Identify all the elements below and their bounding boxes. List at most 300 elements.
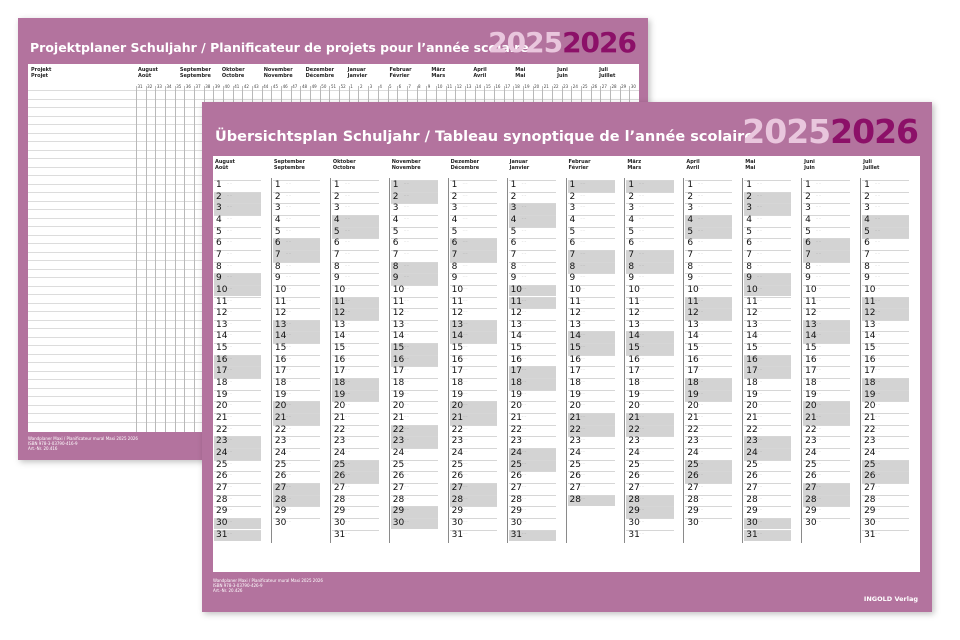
day-number: 15 — [451, 343, 464, 354]
weekday-marker: ·· ·· — [462, 227, 468, 232]
weekday-marker: ·· ·· — [580, 402, 586, 407]
day-cell — [332, 506, 379, 518]
weekday-marker: ·· ·· — [521, 250, 527, 255]
weekday-marker: ·· ·· — [580, 355, 586, 360]
month-header: Juni Juin — [557, 67, 568, 79]
day-number: 13 — [569, 319, 581, 330]
day-number: 31 — [864, 529, 876, 540]
day-number: 10 — [805, 284, 817, 295]
week-number: 6 — [398, 84, 402, 89]
day-cell — [744, 378, 791, 390]
day-number: 6 — [451, 238, 458, 249]
day-number: 28 — [510, 494, 523, 505]
weekday-marker: ·· ·· — [639, 192, 645, 197]
day-cell — [214, 366, 261, 378]
day-cell — [626, 227, 673, 239]
day-cell — [509, 401, 556, 413]
week-number: 19 — [524, 84, 530, 89]
weekday-marker: ·· ·· — [580, 390, 586, 395]
day-cell — [685, 401, 732, 413]
day-cell — [744, 273, 791, 285]
day-cell — [509, 285, 556, 297]
day-number: 22 — [569, 424, 581, 435]
weekday-marker: ·· ·· — [639, 460, 645, 465]
day-number: 16 — [451, 354, 464, 365]
day-cell — [862, 495, 909, 507]
day-cell — [332, 401, 379, 413]
day-number: 13 — [746, 319, 758, 330]
weekday-marker: ·· ·· — [757, 262, 763, 267]
day-number: 17 — [510, 366, 523, 377]
day-cell — [214, 320, 261, 332]
weekday-marker: ·· ·· — [344, 239, 350, 244]
weekday-marker: ·· ·· — [462, 215, 468, 220]
day-cell — [391, 320, 438, 332]
weekday-marker: ·· ·· — [816, 297, 821, 302]
day-number: 30 — [805, 517, 817, 528]
day-number: 8 — [746, 261, 752, 272]
day-cell — [862, 238, 909, 250]
weekday-marker: ·· ·· — [639, 390, 645, 395]
day-cell — [214, 308, 261, 320]
day-cell — [214, 378, 261, 390]
day-cell — [626, 262, 673, 274]
day-number: 7 — [510, 249, 517, 260]
day-cell — [862, 203, 909, 215]
day-cell — [214, 238, 261, 250]
weekday-marker: ·· ·· — [757, 379, 763, 384]
day-number: 28 — [392, 494, 405, 505]
day-cell — [626, 343, 673, 355]
week-number: 10 — [437, 84, 443, 89]
day-cell — [214, 518, 261, 530]
weekday-marker: ·· ·· — [285, 402, 291, 407]
day-number: 9 — [569, 273, 576, 284]
day-cell — [273, 506, 320, 518]
day-cell — [626, 273, 673, 285]
day-number: 22 — [392, 424, 405, 435]
weekday-marker: ·· ·· — [344, 204, 350, 209]
month-header: August Août — [215, 159, 235, 171]
day-cell — [332, 215, 379, 227]
day-cell — [803, 366, 850, 378]
day-number: 7 — [746, 249, 752, 260]
day-cell — [391, 436, 438, 448]
day-number: 17 — [805, 366, 817, 377]
day-cell — [214, 471, 261, 483]
weekday-marker: ·· ·· — [816, 425, 821, 430]
weekday-marker: ·· ·· — [757, 530, 763, 535]
day-number: 5 — [569, 226, 576, 237]
weekday-marker: ·· ·· — [227, 215, 232, 220]
day-cell — [685, 483, 732, 495]
weekday-marker: ·· ·· — [344, 344, 350, 349]
weekday-marker: ·· ·· — [757, 204, 763, 209]
weekday-marker: ·· ·· — [816, 437, 821, 442]
day-number: 16 — [510, 354, 523, 365]
weekday-marker: ·· ·· — [344, 437, 350, 442]
day-cell — [332, 518, 379, 530]
day-cell — [568, 401, 615, 413]
day-cell — [685, 297, 732, 309]
day-number: 8 — [687, 261, 694, 272]
day-number: 6 — [216, 238, 222, 249]
day-number: 1 — [746, 180, 752, 190]
weekday-marker: ·· ·· — [285, 355, 291, 360]
weekday-marker: ·· ·· — [344, 367, 350, 372]
publisher-logo: INGOLD Verlag — [863, 595, 918, 603]
weekday-marker: ·· ·· — [285, 448, 291, 453]
weekday-marker: ·· ·· — [816, 472, 821, 477]
day-number: 26 — [805, 471, 817, 482]
day-cell — [803, 308, 850, 320]
day-cell — [862, 460, 909, 472]
day-cell — [568, 227, 615, 239]
day-number: 15 — [628, 343, 640, 354]
week-number: 24 — [572, 84, 578, 89]
weekday-marker: ·· ·· — [521, 530, 527, 535]
week-number: 13 — [466, 84, 472, 89]
week-number: 41 — [234, 84, 240, 89]
day-cell — [568, 390, 615, 402]
weekday-marker: ·· ·· — [875, 204, 880, 209]
weekday-marker: ·· ·· — [521, 227, 527, 232]
week-number: 7 — [408, 84, 411, 89]
day-cell — [391, 518, 438, 530]
day-number: 25 — [510, 459, 523, 470]
weekday-marker: ·· ·· — [816, 448, 821, 453]
day-cell — [685, 448, 732, 460]
day-cell — [450, 518, 497, 530]
day-cell — [273, 227, 320, 239]
weekday-marker: ·· ·· — [757, 285, 763, 290]
weekday-marker: ·· ·· — [698, 181, 704, 185]
day-cell — [568, 273, 615, 285]
day-number: 25 — [274, 459, 287, 470]
weekday-marker: ·· ·· — [816, 460, 821, 465]
month-header: Juni Juin — [804, 159, 815, 171]
day-number: 17 — [451, 366, 464, 377]
weekday-marker: ·· ·· — [580, 285, 586, 290]
day-cell — [214, 495, 261, 507]
weekday-marker: ·· ·· — [521, 379, 527, 384]
weekday-marker: ·· ·· — [227, 262, 232, 267]
front-poster-year — [742, 112, 918, 151]
day-number: 25 — [864, 459, 876, 470]
day-number: 5 — [687, 226, 694, 237]
weekday-marker: ·· ·· — [403, 355, 409, 360]
weekday-marker: ·· ·· — [521, 425, 527, 430]
weekday-marker: ·· ·· — [757, 215, 763, 220]
day-cell — [685, 343, 732, 355]
weekday-marker: ·· ·· — [462, 285, 468, 290]
weekday-marker: ·· ·· — [580, 274, 586, 279]
weekday-marker: ·· ·· — [462, 192, 468, 197]
weekday-marker: ·· ·· — [285, 239, 291, 244]
day-number: 1 — [333, 180, 340, 190]
day-number: 19 — [569, 389, 581, 400]
day-cell — [744, 425, 791, 437]
day-cell — [332, 320, 379, 332]
weekday-marker: ·· ·· — [285, 507, 291, 512]
month-header: November Novembre — [263, 67, 293, 79]
week-column-line — [155, 86, 156, 432]
day-number: 25 — [333, 459, 346, 470]
month-column-divider — [271, 178, 272, 543]
day-number: 12 — [569, 308, 581, 319]
day-cell — [450, 436, 497, 448]
weekday-marker: ·· ·· — [580, 414, 586, 418]
day-number: 24 — [864, 447, 876, 458]
day-number: 18 — [333, 378, 346, 389]
weekday-marker: ·· ·· — [462, 274, 468, 279]
day-cell — [803, 192, 850, 204]
day-cell — [626, 506, 673, 518]
day-number: 25 — [805, 459, 817, 470]
day-number: 17 — [216, 366, 228, 377]
weekday-marker: ·· ·· — [285, 390, 291, 395]
day-number: 10 — [746, 284, 758, 295]
day-cell — [568, 308, 615, 320]
day-cell — [862, 343, 909, 355]
week-number: 33 — [156, 84, 162, 89]
weekday-marker: ·· ·· — [816, 181, 821, 185]
day-cell — [626, 378, 673, 390]
weekday-marker: ·· ·· — [403, 472, 409, 477]
day-cell — [214, 262, 261, 274]
day-number: 16 — [392, 354, 405, 365]
weekday-marker: ·· ·· — [285, 285, 291, 290]
weekday-marker: ·· ·· — [698, 518, 704, 523]
weekday-marker: ·· ·· — [521, 355, 527, 360]
week-number: 4 — [379, 84, 382, 89]
day-cell — [803, 495, 850, 507]
day-cell — [744, 227, 791, 239]
month-header: März Mars — [431, 67, 446, 79]
day-number: 2 — [628, 191, 635, 202]
day-number: 7 — [687, 249, 694, 260]
day-cell — [273, 297, 320, 309]
weekday-marker: ·· ·· — [875, 379, 880, 384]
day-cell — [685, 378, 732, 390]
day-cell — [450, 227, 497, 239]
day-number: 19 — [805, 389, 817, 400]
weekday-marker: ·· ·· — [875, 181, 880, 185]
day-cell — [214, 203, 261, 215]
weekday-marker: ·· ·· — [227, 344, 232, 349]
month-header: Februar Février — [568, 159, 591, 171]
day-number: 22 — [805, 424, 817, 435]
day-number: 16 — [274, 354, 287, 365]
day-number: 4 — [805, 214, 811, 225]
weekday-marker: ·· ·· — [521, 518, 527, 523]
day-number: 5 — [628, 226, 635, 237]
day-cell — [273, 425, 320, 437]
day-cell — [450, 343, 497, 355]
weekday-marker: ·· ·· — [285, 332, 291, 337]
weekday-marker: ·· ·· — [639, 297, 645, 302]
day-number: 24 — [451, 447, 464, 458]
weekday-marker: ·· ·· — [285, 344, 291, 349]
day-cell — [803, 448, 850, 460]
weekday-marker: ·· ·· — [698, 274, 704, 279]
day-cell — [685, 366, 732, 378]
weekday-marker: ·· ·· — [757, 250, 763, 255]
weekday-marker: ·· ·· — [521, 309, 527, 314]
weekday-marker: ·· ·· — [757, 192, 763, 197]
day-number: 7 — [628, 249, 635, 260]
day-number: 11 — [687, 296, 699, 307]
weekday-marker: ·· ·· — [227, 274, 232, 279]
day-cell — [685, 215, 732, 227]
day-cell — [450, 401, 497, 413]
day-cell — [626, 460, 673, 472]
day-number: 4 — [392, 214, 399, 225]
day-number: 29 — [746, 506, 758, 517]
day-cell — [391, 425, 438, 437]
weekday-marker: ·· ·· — [639, 472, 645, 477]
weekday-marker: ·· ·· — [227, 250, 232, 255]
day-cell — [391, 273, 438, 285]
day-number: 10 — [864, 284, 876, 295]
weekday-marker: ·· ·· — [403, 239, 409, 244]
day-number: 20 — [864, 401, 876, 412]
weekday-marker: ·· ·· — [521, 460, 527, 465]
day-cell — [450, 460, 497, 472]
day-number: 17 — [274, 366, 287, 377]
day-number: 26 — [687, 471, 699, 482]
day-number: 24 — [687, 447, 699, 458]
day-number: 15 — [805, 343, 817, 354]
day-number: 19 — [333, 389, 346, 400]
week-number: 34 — [166, 84, 172, 89]
weekday-marker: ·· ·· — [462, 507, 468, 512]
day-number: 5 — [864, 226, 870, 237]
day-cell — [803, 215, 850, 227]
week-number: 49 — [311, 84, 317, 89]
day-number: 27 — [805, 482, 817, 493]
weekday-marker: ·· ·· — [227, 320, 232, 325]
day-number: 11 — [216, 296, 228, 307]
day-cell — [803, 390, 850, 402]
day-number: 1 — [510, 180, 517, 190]
day-number: 7 — [333, 249, 340, 260]
weekday-marker: ·· ·· — [344, 332, 350, 337]
day-cell — [332, 331, 379, 343]
weekday-marker: ·· ·· — [521, 402, 527, 407]
weekday-marker: ·· ·· — [227, 402, 232, 407]
weekday-marker: ·· ·· — [462, 379, 468, 384]
day-number: 2 — [864, 191, 870, 202]
day-number: 19 — [216, 389, 228, 400]
day-number: 18 — [274, 378, 287, 389]
front-poster-title: Übersichtsplan Schuljahr / Tableau synoptique de l’année scolaire — [215, 129, 755, 145]
weekday-marker: ·· ·· — [403, 274, 409, 279]
weekday-marker: ·· ·· — [462, 448, 468, 453]
day-cell — [626, 320, 673, 332]
day-cell — [450, 262, 497, 274]
weekday-marker: ·· ·· — [462, 425, 468, 430]
weekday-marker: ·· ·· — [462, 402, 468, 407]
day-cell — [509, 297, 556, 309]
day-cell — [450, 238, 497, 250]
weekday-marker: ·· ·· — [698, 215, 704, 220]
day-number: 8 — [805, 261, 811, 272]
day-number: 7 — [864, 249, 870, 260]
day-number: 26 — [451, 471, 464, 482]
day-cell — [450, 250, 497, 262]
day-cell — [803, 506, 850, 518]
day-number: 5 — [333, 226, 340, 237]
day-cell — [744, 308, 791, 320]
weekday-marker: ·· ·· — [580, 379, 586, 384]
day-cell — [332, 448, 379, 460]
day-number: 20 — [510, 401, 523, 412]
day-cell — [509, 273, 556, 285]
day-number: 27 — [510, 482, 523, 493]
weekday-marker: ·· ·· — [285, 495, 291, 500]
weekday-marker: ·· ·· — [521, 390, 527, 395]
weekday-marker: ·· ·· — [757, 390, 763, 395]
weekday-marker: ·· ·· — [521, 192, 527, 197]
weekday-marker: ·· ·· — [698, 379, 704, 384]
weekday-marker: ·· ·· — [698, 483, 704, 488]
day-number: 11 — [746, 296, 758, 307]
day-number: 23 — [805, 436, 817, 447]
year-end: 2026 — [562, 26, 636, 59]
day-cell — [685, 285, 732, 297]
weekday-marker: ·· ·· — [521, 320, 527, 325]
weekday-marker: ·· ·· — [875, 507, 880, 512]
weekday-marker: ·· ·· — [875, 309, 880, 314]
weekday-marker: ·· ·· — [698, 495, 704, 500]
day-cell — [391, 227, 438, 239]
weekday-marker: ·· ·· — [285, 437, 291, 442]
day-cell — [214, 483, 261, 495]
day-number: 4 — [333, 214, 340, 225]
day-number: 28 — [216, 494, 228, 505]
week-column-line — [146, 86, 147, 432]
month-header: März Mars — [627, 159, 642, 171]
day-cell — [862, 331, 909, 343]
day-number: 23 — [628, 436, 640, 447]
weekday-marker: ·· ·· — [875, 414, 880, 418]
weekday-marker: ·· ·· — [639, 507, 645, 512]
day-cell — [273, 238, 320, 250]
weekday-marker: ·· ·· — [875, 227, 880, 232]
day-cell — [450, 320, 497, 332]
day-number: 3 — [746, 203, 752, 214]
week-number: 29 — [621, 84, 627, 89]
day-cell — [273, 285, 320, 297]
weekday-marker: ·· ·· — [698, 332, 704, 337]
day-cell — [391, 331, 438, 343]
week-number: 8 — [418, 84, 421, 89]
day-cell — [214, 413, 261, 425]
week-number: 14 — [476, 84, 482, 89]
weekday-marker: ·· ·· — [521, 344, 527, 349]
weekday-marker: ·· ·· — [875, 285, 880, 290]
weekday-marker: ·· ·· — [285, 250, 291, 255]
day-number: 31 — [216, 529, 228, 540]
weekday-marker: ·· ·· — [462, 495, 468, 500]
day-cell — [273, 192, 320, 204]
weekday-marker: ·· ·· — [285, 274, 291, 279]
day-number: 23 — [746, 436, 758, 447]
weekday-marker: ·· ·· — [698, 448, 704, 453]
day-number: 15 — [216, 343, 228, 354]
day-cell — [862, 308, 909, 320]
